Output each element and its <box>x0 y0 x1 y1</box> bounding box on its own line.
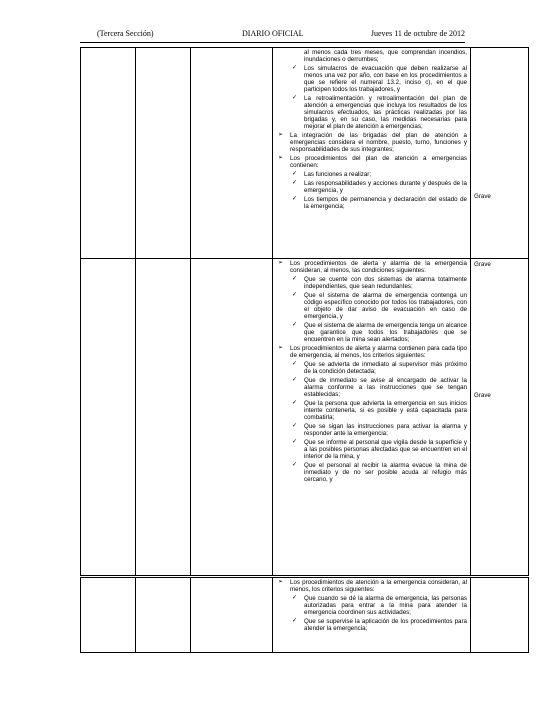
item-text: Los procedimientos de atención a la emergencia consideran, al menos, los criterios siguientes: <box>290 579 467 593</box>
checkmark-icon: ✓ <box>292 180 298 186</box>
severity-label: Grave <box>474 261 491 268</box>
criterion-item <box>276 132 467 153</box>
table-row <box>81 48 529 259</box>
severity-label: Grave <box>474 193 491 200</box>
item-text: Que de inmediato se avise al encargado de activar la alarma conforme a las instrucciones que se tengan establecidas; <box>304 377 467 398</box>
sub-criterion-item <box>276 292 467 320</box>
item-text: Que se cuente con dos sistemas de alarma totalmente independientes, que sean redundantes; <box>304 276 467 290</box>
checkmark-icon: ✓ <box>292 361 298 367</box>
criterion-item <box>276 260 467 274</box>
sub-criterion-item <box>276 439 467 460</box>
criterion-item <box>276 155 467 169</box>
item-text: Que se advierta de inmediato al supervisor más próximo de la condición detectada; <box>304 361 467 375</box>
checkmark-icon: ✓ <box>292 595 298 601</box>
criterion-item <box>276 579 467 593</box>
arrow-bullet-icon: ➢ <box>278 345 284 351</box>
checkmark-icon: ✓ <box>292 322 298 328</box>
severity-label: Grave <box>474 392 491 399</box>
arrow-bullet-icon: ➢ <box>278 155 284 161</box>
item-text: Que la persona que advierta la emergencia en sus inicios intente contenerla, si es posible y está capacitada para combatirla; <box>304 400 467 421</box>
sub-criterion-item <box>276 49 467 63</box>
sub-criterion-item <box>276 618 467 632</box>
checkmark-icon: ✓ <box>292 377 298 383</box>
checkmark-icon: ✓ <box>292 196 298 202</box>
item-text: Los simulacros de evacuación que deben realizarse al menos una vez por año, con base en los procedimientos a que se refiere el numeral 13.2, inciso c), en el que participen todos los trabajadores, y <box>304 65 467 93</box>
cell-empty <box>81 259 136 576</box>
checkmark-icon: ✓ <box>292 276 298 282</box>
table-block-3 <box>80 577 529 653</box>
table-block-1 <box>80 47 529 259</box>
cell-empty <box>136 48 191 259</box>
item-text: Las responsabilidades y acciones durante y después de la emergencia, y <box>304 180 467 194</box>
checkmark-icon: ✓ <box>292 292 298 298</box>
checkmark-icon: ✓ <box>292 439 298 445</box>
criteria-cell <box>273 259 471 576</box>
table-row <box>81 578 529 653</box>
sub-criterion-item <box>276 361 467 375</box>
sub-criterion-item <box>276 65 467 93</box>
sub-criterion-item <box>276 377 467 398</box>
criteria-cell <box>273 48 471 259</box>
publication-title: DIARIO OFICIAL <box>242 29 304 38</box>
item-text: Que se informe al personal que vigila desde la superficie y a las posibles personas afectadas que se encuentren en el interior de la mina, y <box>304 439 467 460</box>
item-text: Que el personal al recibir la alarma evacue la mina de inmediato y de no ser posible acuda al refugio más cercano, y <box>304 462 467 483</box>
cell-empty <box>136 578 191 653</box>
item-text: Que el sistema de alarma de emergencia contenga un código específico conocido por todos los trabajadores, con el objeto de dar aviso de evacuación en caso de emergencia, y <box>304 292 467 320</box>
cell-empty <box>191 578 273 653</box>
sub-criterion-item <box>276 95 467 130</box>
cell-empty <box>81 578 136 653</box>
item-text: Las funciones a realizar; <box>304 171 372 178</box>
item-text: Que cuando se dé la alarma de emergencia, las personas autorizadas para entrar a la mina para atender la emergencia coordinen sus actividades; <box>304 595 467 616</box>
sub-criterion-item <box>276 462 467 483</box>
arrow-bullet-icon: ➢ <box>278 260 284 266</box>
sub-criterion-item <box>276 171 467 178</box>
cell-empty <box>81 48 136 259</box>
sub-criterion-item <box>276 180 467 194</box>
sub-criterion-item <box>276 322 467 343</box>
item-text: Que se sigan las instrucciones para activar la alarma y responder ante la emergencia; <box>304 423 467 437</box>
item-text: Los procedimientos de alerta y alarma de la emergencia consideran, al menos, las condiciones siguientes: <box>290 260 467 274</box>
header-rule <box>80 42 465 43</box>
checkmark-icon: ✓ <box>292 462 298 468</box>
section-label: (Tercera Sección) <box>97 29 154 38</box>
severity-cell <box>471 578 529 653</box>
item-text: Los procedimientos de alerta y alarma contienen para cada tipo de emergencia, al menos, los criterios siguientes: <box>290 345 467 359</box>
item-text: Que el sistema de alarma de emergencia tenga un alcance que garantice que todos los trabajadores que se encuentren en la mina sean alertados; <box>304 322 467 343</box>
publication-date: Jueves 11 de octubre de 2012 <box>370 29 465 38</box>
checkmark-icon: ✓ <box>292 618 298 624</box>
checkmark-icon: ✓ <box>292 65 298 71</box>
sub-criterion-item <box>276 196 467 210</box>
criterion-item <box>276 345 467 359</box>
item-text: Los procedimientos del plan de atención a emergencias contienen: <box>290 155 467 169</box>
checkmark-icon: ✓ <box>292 171 298 177</box>
item-text: La integración de las brigadas del plan de atención a emergencias considera el nombre, puesto, turno, funciones y responsabilidades de sus integrantes; <box>290 132 467 153</box>
checkmark-icon: ✓ <box>292 423 298 429</box>
cell-empty <box>191 48 273 259</box>
arrow-bullet-icon: ➢ <box>278 579 284 585</box>
checkmark-icon: ✓ <box>292 95 298 101</box>
table-row <box>81 259 529 576</box>
sub-criterion-item <box>276 595 467 616</box>
cell-empty <box>136 259 191 576</box>
page-header <box>80 27 465 41</box>
severity-cell <box>471 259 529 576</box>
table-block-2 <box>80 258 529 576</box>
item-text: al menos cada tres meses, que comprendan incendios, inundaciones o derrumbes; <box>304 49 467 63</box>
arrow-bullet-icon: ➢ <box>278 132 284 138</box>
severity-cell <box>471 48 529 259</box>
sub-criterion-item <box>276 400 467 421</box>
item-text: Que se supervise la aplicación de los procedimientos para atender la emergencia; <box>304 618 467 632</box>
sub-criterion-item <box>276 276 467 290</box>
item-text: Los tiempos de permanencia y declaración del estado de la emergencia; <box>304 196 467 210</box>
item-text: La retroalimentación y retroalimentación del plan de atención a emergencias que incluya los resultados de los simulacros efectuados, las prácticas realizadas por las brigadas y, en su caso, las medidas necesarias para mejorar el plan de atención a emergencias; <box>304 95 467 130</box>
checkmark-icon: ✓ <box>292 400 298 406</box>
sub-criterion-item <box>276 423 467 437</box>
criteria-cell <box>273 578 471 653</box>
cell-empty <box>191 259 273 576</box>
